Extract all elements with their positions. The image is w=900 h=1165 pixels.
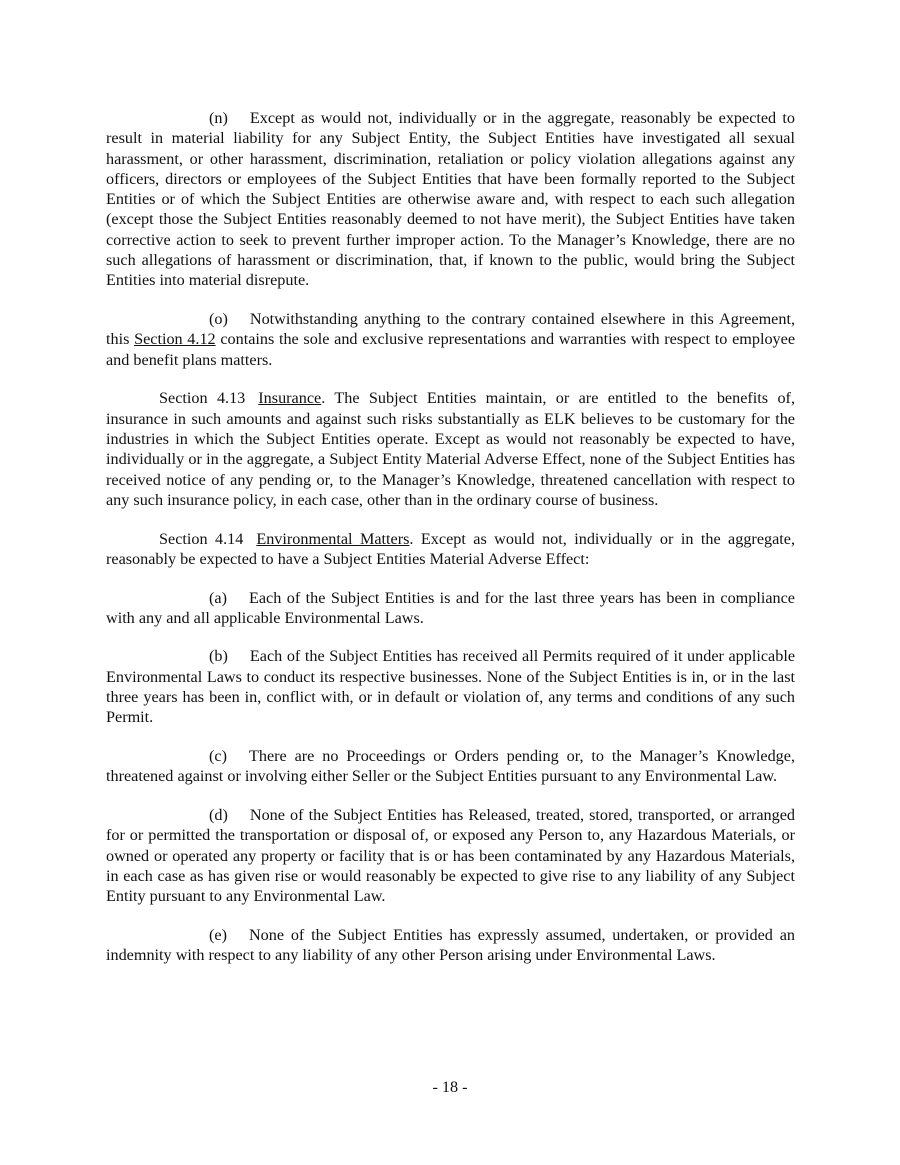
paragraph-text: Notwithstanding anything to the contrary contained elsewhere in this Agreement, this — [106, 310, 795, 349]
paragraph-n — [106, 108, 795, 291]
section-number: Section 4.13 — [159, 389, 246, 408]
paragraph-marker: (n) — [209, 109, 228, 127]
paragraph-text: None of the Subject Entities has Released, treated, stored, transported, or arranged for or permitted the transportation or disposal of, or exposed any Person to, any Hazardous Materials, or owned or operated any property or facility that is or has been contaminated by any Hazardous Materials, in each case as has given rise or would reasonably be expected to give rise to any liability of any Subject Entity pursuant to any Environmental Law. — [106, 806, 795, 906]
paragraph-e — [106, 925, 795, 966]
paragraph-marker: (e) — [209, 925, 227, 944]
paragraph-marker: (b) — [209, 647, 228, 666]
paragraph-o — [106, 309, 795, 370]
paragraph-text: Each of the Subject Entities is and for the last three years has been in compliance with any and all applicable Environmental Laws. — [106, 588, 795, 627]
paragraph-marker: (a) — [209, 588, 227, 607]
paragraph-text: . The Subject Entities maintain, or are entitled to the benefits of, insurance in such amounts and against such risks substantially as ELK believes to be customary for the industries in which the Subject Entities operate. Except as would not reasonably be expected to have, individually or in the aggregate, a Subject Entity Material Adverse Effect, none of the Subject Entities has received notice of any pending or, to the Manager’s Knowledge, threatened cancellation with respect to any such insurance policy, in each case, other than in the ordinary course of business. — [106, 389, 795, 509]
paragraph-marker: (d) — [209, 806, 228, 825]
paragraph-d — [106, 805, 795, 906]
document-page — [106, 108, 795, 984]
paragraph-text: Except as would not, individually or in the aggregate, reasonably be expected to result in material liability for any Subject Entity, the Subject Entities have investigated all sexual harassment, or other harassment, discrimination, retaliation or policy violation allegations against any officers, directors or employees of the Subject Entities that have been formally reported to the Subject Entities or of which the Subject Entities are otherwise aware and, with respect to each such allegation (except those the Subject Entities reasonably deemed to not have merit), the Subject Entities have taken corrective action to seek to prevent further improper action. To the Manager’s Knowledge, there are no such allegations of harassment or discrimination, that, if known to the public, would bring the Subject Entities into material disrepute. — [106, 109, 795, 290]
paragraph-c — [106, 746, 795, 787]
section-reference: Section 4.12 — [134, 330, 216, 349]
paragraph-text: . Except as would not, individually or in the aggregate, reasonably be expected to have a Subject Entities Material Adverse Effect: — [106, 529, 796, 568]
paragraph-text: contains the sole and exclusive representations and warranties with respect to employee and benefit plans matters. — [106, 330, 795, 369]
paragraph-marker: (o) — [209, 310, 228, 329]
section-4-13 — [106, 388, 795, 510]
paragraph-text: There are no Proceedings or Orders pending or, to the Manager’s Knowledge, threatened against or involving either Seller or the Subject Entities pursuant to any Environmental Law. — [106, 747, 795, 786]
page-number: - 18 - — [432, 1078, 468, 1096]
section-number: Section 4.14 — [159, 529, 244, 548]
section-heading: Environmental Matters — [256, 529, 410, 548]
section-heading: Insurance — [258, 389, 322, 408]
paragraph-b — [106, 646, 795, 727]
paragraph-marker: (c) — [209, 747, 227, 766]
paragraph-text: Each of the Subject Entities has received all Permits required of it under applicable Environmental Laws to conduct its respective businesses. None of the Subject Entities is in, or in the last three years has been in, conflict with, or in default or violation of, any terms and conditions of any such Permit. — [106, 647, 795, 727]
paragraph-a — [106, 588, 795, 629]
paragraph-text: None of the Subject Entities has expressly assumed, undertaken, or provided an indemnity with respect to any liability of any other Person arising under Environmental Laws. — [106, 925, 795, 965]
section-4-14 — [106, 529, 795, 570]
